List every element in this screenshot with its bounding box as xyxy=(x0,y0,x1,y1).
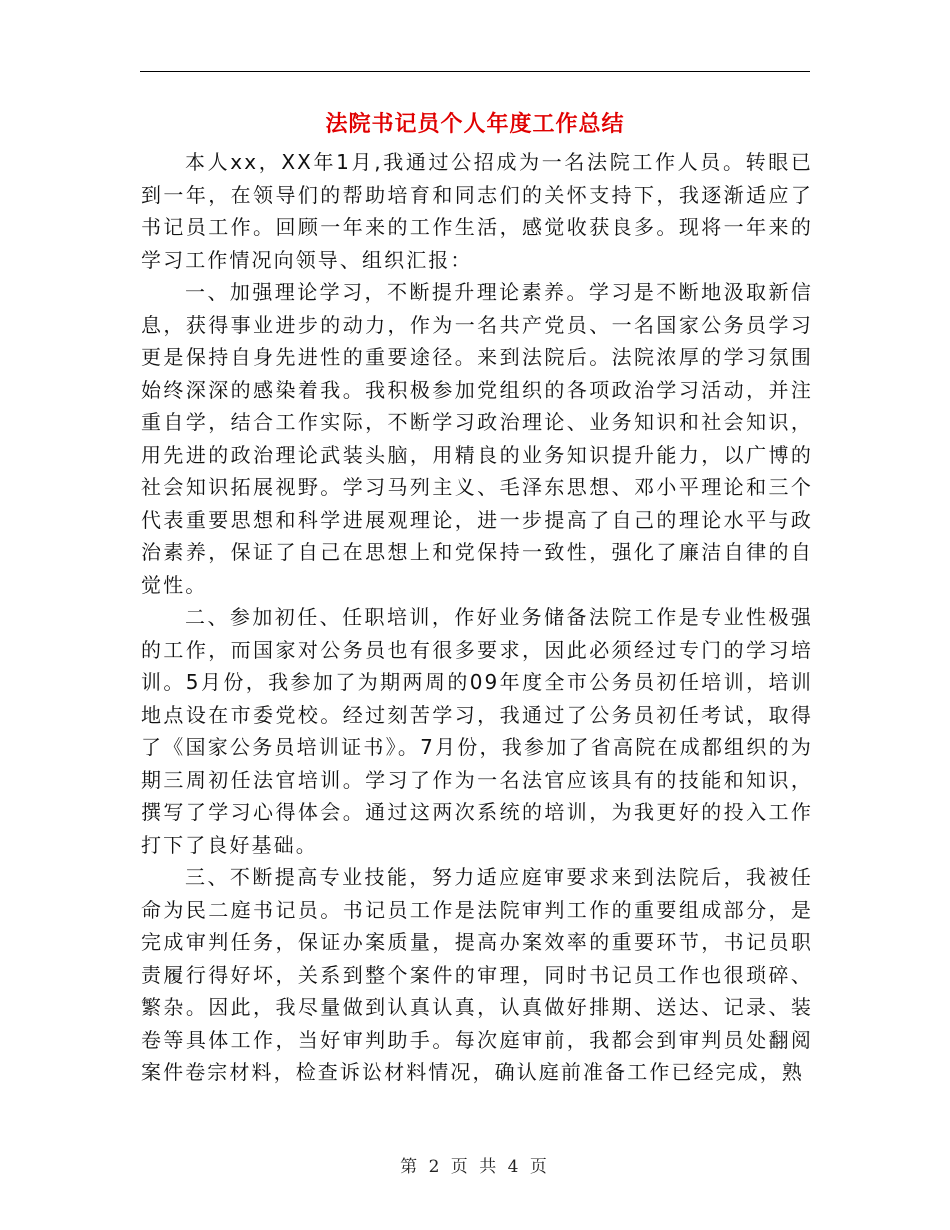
page-number: 第 2 页 共 4 页 xyxy=(400,1157,550,1177)
paragraph-intro: 本人xx，XX年1月,我通过公招成为一名法院工作人员。转眼已到一年，在领导们的帮助培育和同志们的关怀支持下，我逐渐适应了书记员工作。回顾一年来的工作生活，感觉收获良多。现将一年来的学习工作情况向领导、组织汇报： xyxy=(141,150,813,272)
paragraph-section-1: 一、加强理论学习，不断提升理论素养。学习是不断地汲取新信息，获得事业进步的动力，作为一名共产党员、一名国家公务员学习更是保持自身先进性的重要途径。来到法院后。法院浓厚的学习氛围始终深深的感染着我。我积极参加党组织的各项政治学习活动，并注重自学，结合工作实际，不断学习政治理论、业务知识和社会知识，用先进的政治理论武装头脑，用精良的业务知识提升能力，以广博的社会知识拓展视野。学习马列主义、毛泽东思想、邓小平理论和三个代表重要思想和科学进展观理论，进一步提高了自己的理论水平与政治素养，保证了自己在思想上和党保持一致性，强化了廉洁自律的自觉性。 xyxy=(141,280,813,597)
header-rule xyxy=(140,71,810,72)
paragraph-section-2: 二、参加初任、任职培训，作好业务储备法院工作是专业性极强的工作，而国家对公务员也有很多要求，因此必须经过专门的学习培训。5月份，我参加了为期两周的09年度全市公务员初任培训，培训地点设在市委党校。经过刻苦学习，我通过了公务员初任考试，取得了《国家公务员培训证书》。7月份，我参加了省高院在成都组织的为期三周初任法官培训。学习了作为一名法官应该具有的技能和知识，撰写了学习心得体会。通过这两次系统的培训，为我更好的投入工作打下了良好基础。 xyxy=(141,605,813,857)
paragraph-section-3: 三、不断提高专业技能，努力适应庭审要求来到法院后，我被任命为民二庭书记员。书记员工作是法院审判工作的重要组成部分，是完成审判任务，保证办案质量，提高办案效率的重要环节，书记员职责履行得好坏，关系到整个案件的审理，同时书记员工作也很琐碎、繁杂。因此，我尽量做到认真认真，认真做好排期、送达、记录、装卷等具体工作，当好审判助手。每次庭审前，我都会到审判员处翻阅案件卷宗材料，检查诉讼材料情况，确认庭前准备工作已经完成，熟 xyxy=(141,865,813,1084)
document-title: 法院书记员个人年度工作总结 xyxy=(325,112,625,137)
document-body xyxy=(141,146,813,1089)
